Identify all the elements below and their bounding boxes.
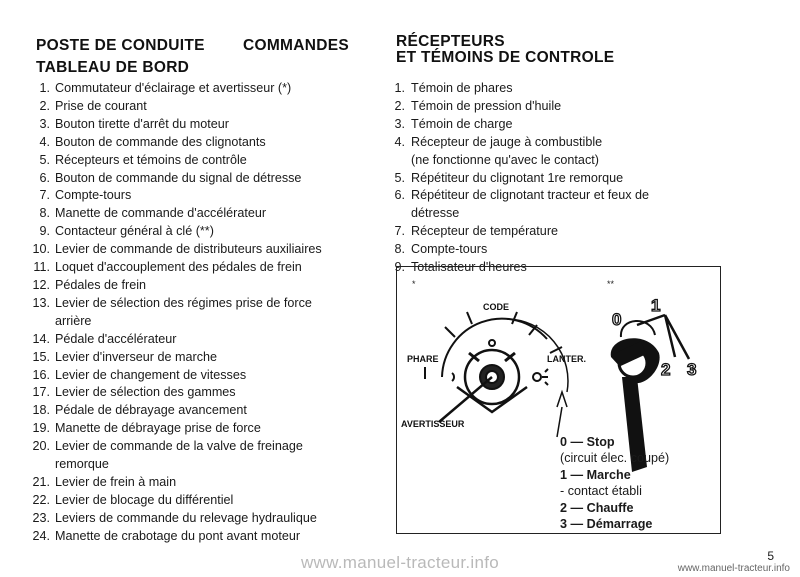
list-item-text: Compte-tours	[55, 188, 132, 203]
legend-item-stop: 0 — Stop	[560, 435, 615, 449]
list-item-number: 14.	[32, 331, 50, 346]
list-item-continuation: arrière	[55, 313, 92, 328]
list-item-number: 5.	[394, 170, 405, 185]
label-lanter: LANTER.	[547, 354, 586, 364]
list-item-number: 7.	[39, 188, 50, 203]
list-item-text: Levier de commande de la valve de freinage	[55, 439, 303, 454]
key-position-3: 3	[687, 360, 697, 379]
list-item-number: 2.	[394, 98, 405, 113]
label-avertisseur: AVERTISSEUR	[401, 419, 465, 429]
watermark-corner: www.manuel-tracteur.info	[677, 563, 790, 574]
left-heading-line1	[36, 36, 205, 55]
list-item-text: Témoin de charge	[411, 116, 513, 131]
key-legend	[560, 434, 669, 532]
list-item-continuation: remorque	[55, 457, 109, 472]
list-item	[30, 367, 375, 385]
list-item	[30, 134, 375, 152]
list-item-continuation: (ne fonctionne qu'avec le contact)	[411, 152, 599, 167]
list-item	[30, 349, 375, 367]
legend-item-chauffe: 2 — Chauffe	[560, 500, 634, 515]
list-item-text: Commutateur d'éclairage et avertisseur (*)	[55, 81, 292, 95]
list-item	[393, 134, 728, 170]
list-item-text: Levier de sélection des gammes	[55, 385, 236, 400]
list-item	[30, 384, 375, 402]
heading-poste-de-conduite: POSTE DE CONDUITE	[36, 37, 205, 54]
list-item	[393, 241, 728, 259]
list-item	[30, 116, 375, 134]
list-item-number: 8.	[394, 242, 405, 257]
list-item-number: 8.	[39, 206, 50, 221]
list-item	[30, 98, 375, 116]
list-item-continuation: détresse	[411, 206, 460, 221]
list-item	[30, 295, 375, 331]
list-item-text: Levier de sélection des régimes prise de force	[55, 295, 312, 310]
list-item-number: 6.	[39, 170, 50, 185]
mark-right: **	[607, 279, 615, 289]
list-item-text: Récepteur de température	[411, 224, 559, 239]
list-item	[393, 98, 728, 116]
list-item-text: Bouton tirette d'arrêt du moteur	[55, 116, 229, 131]
list-item-number: 23.	[32, 510, 50, 525]
heading-tableau-de-bord: TABLEAU DE BORD	[36, 59, 190, 76]
list-item-text: Témoin de pression d'huile	[411, 98, 562, 113]
list-item	[30, 474, 375, 492]
right-heading-line2	[396, 48, 614, 67]
list-item-text: Récepteur de jauge à combustible	[411, 134, 603, 149]
list-item-number: 16.	[32, 367, 50, 382]
key-position-2: 2	[661, 360, 671, 379]
list-item-text: Levier de frein à main	[55, 474, 177, 489]
list-item-text: Pédale de débrayage avancement	[55, 403, 247, 418]
list-item-text: Prise de courant	[55, 98, 147, 113]
list-item	[393, 223, 728, 241]
list-item-number: 2.	[39, 98, 50, 113]
list-item-text: Bouton de commande des clignotants	[55, 134, 266, 149]
list-item-number: 24.	[32, 528, 50, 543]
label-phare: PHARE	[407, 354, 439, 364]
list-item-number: 9.	[394, 260, 405, 275]
list-item	[30, 80, 375, 98]
heading-temoins-de-controle: ET TÉMOINS DE CONTROLE	[396, 49, 615, 66]
list-item	[393, 187, 728, 223]
list-item-number: 6.	[394, 188, 405, 203]
list-item-text: Levier de changement de vitesses	[55, 367, 247, 382]
list-item-number: 4.	[39, 134, 50, 149]
left-heading-line2	[36, 58, 189, 77]
list-item-text: Manette de crabotage du pont avant moteur	[55, 528, 301, 543]
list-item-number: 13.	[32, 295, 50, 310]
list-item-text: Levier de commande de distributeurs auxiliaires	[55, 242, 322, 257]
list-item-number: 1.	[394, 81, 405, 95]
list-item	[30, 438, 375, 474]
legend-sub-stop: (circuit élec. coupé)	[560, 451, 670, 466]
heading-recepteurs: RÉCEPTEURS	[396, 33, 505, 50]
list-item	[393, 170, 728, 188]
label-code: CODE	[483, 302, 510, 312]
list-item	[30, 187, 375, 205]
list-item	[30, 277, 375, 295]
list-item	[30, 223, 375, 241]
list-item-text: Manette de commande d'accélérateur	[55, 206, 267, 221]
list-item-text: Compte-tours	[411, 242, 488, 257]
legend-item-demarrage: 3 — Démarrage	[560, 517, 653, 532]
list-item	[30, 259, 375, 277]
list-item-text: Levier d'inverseur de marche	[55, 349, 218, 364]
left-item-list	[30, 80, 375, 546]
list-item	[30, 528, 375, 546]
list-item-text: Témoin de phares	[411, 81, 513, 95]
controls-figure	[396, 266, 721, 534]
list-item-number: 12.	[32, 277, 50, 292]
list-item	[393, 116, 728, 134]
list-item-text: Pédales de frein	[55, 277, 147, 292]
list-item	[30, 331, 375, 349]
heading-commandes: COMMANDES	[243, 37, 350, 54]
key-position-1: 1	[651, 296, 661, 315]
list-item-number: 4.	[394, 134, 405, 149]
list-item	[30, 402, 375, 420]
page-number: 5	[767, 549, 774, 563]
list-item-number: 3.	[39, 116, 50, 131]
list-item-text: Bouton de commande du signal de détresse	[55, 170, 302, 185]
key-position-0: 0	[612, 310, 622, 329]
list-item-text: Levier de blocage du différentiel	[55, 492, 234, 507]
mark-left: *	[412, 279, 416, 289]
list-item	[30, 241, 375, 259]
list-item-number: 1.	[39, 81, 50, 95]
list-item-number: 10.	[32, 242, 50, 257]
list-item	[30, 510, 375, 528]
list-item-number: 9.	[39, 224, 50, 239]
list-item	[393, 80, 728, 98]
list-item-number: 18.	[32, 403, 50, 418]
legend-item-marche: 1 — Marche	[560, 467, 631, 482]
list-item-text: Pédale d'accélérateur	[55, 331, 177, 346]
list-item-number: 17.	[32, 385, 50, 400]
list-item-text: Récepteurs et témoins de contrôle	[55, 152, 247, 167]
list-item-number: 15.	[32, 349, 50, 364]
list-item-text: Loquet d'accouplement des pédales de frein	[55, 260, 302, 275]
watermark-center: www.manuel-tracteur.info	[300, 553, 500, 572]
list-item-text: Contacteur général à clé (**)	[55, 224, 214, 239]
list-item-text: Répétiteur de clignotant tracteur et feux de	[411, 188, 650, 203]
list-item-text: Répétiteur du clignotant 1re remorque	[411, 170, 624, 185]
list-item-number: 11.	[33, 260, 50, 275]
right-item-list	[393, 80, 728, 277]
list-item	[30, 205, 375, 223]
list-item-number: 3.	[394, 116, 405, 131]
list-item-number: 5.	[39, 152, 50, 167]
list-item	[30, 152, 375, 170]
list-item-text: Manette de débrayage prise de force	[55, 421, 261, 436]
list-item-number: 22.	[32, 492, 50, 507]
list-item-number: 7.	[394, 224, 405, 239]
legend-sub-marche: - contact établi	[560, 484, 642, 499]
list-item	[30, 420, 375, 438]
list-item	[30, 170, 375, 188]
left-heading-commandes	[243, 36, 349, 55]
list-item	[30, 492, 375, 510]
list-item-number: 20.	[32, 439, 50, 454]
list-item-number: 19.	[32, 421, 50, 436]
list-item-text: Totalisateur d'heures	[411, 260, 527, 275]
list-item-number: 21.	[32, 474, 50, 489]
switch-diagram	[397, 267, 719, 532]
list-item-text: Leviers de commande du relevage hydraulique	[55, 510, 317, 525]
